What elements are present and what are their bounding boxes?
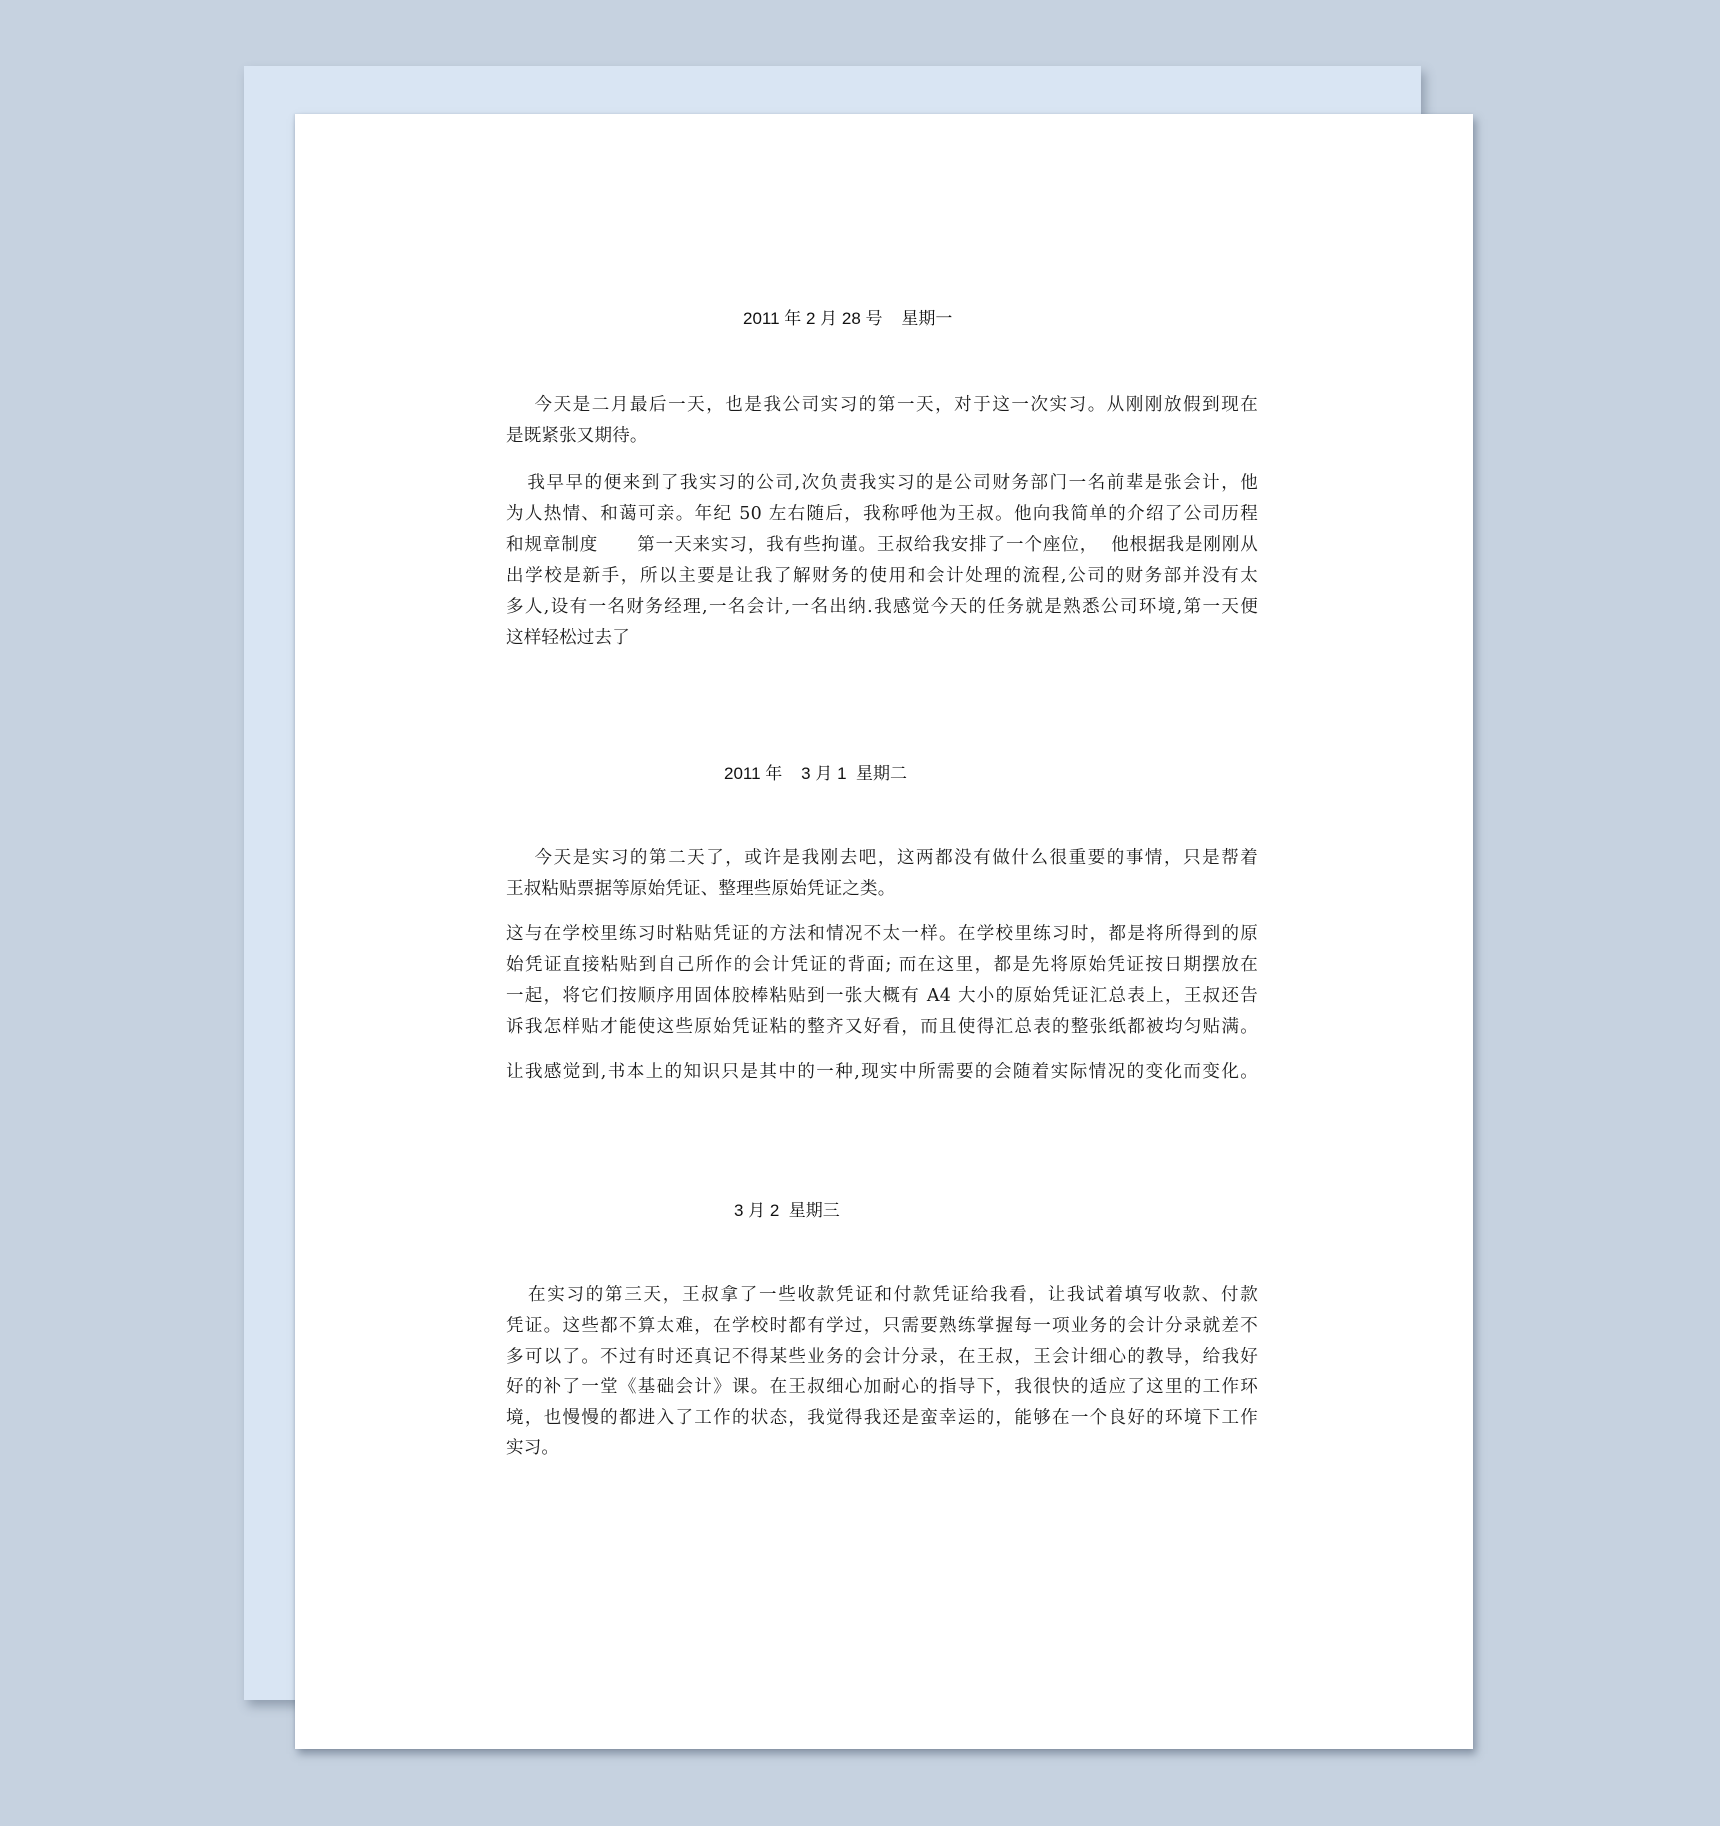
paragraph-line: 一起，将它们按顺序用固体胶棒粘贴到一张大概有 A4 大小的原始凭证汇总表上，王叔还告 bbox=[506, 986, 1258, 1006]
document-page bbox=[295, 114, 1473, 1749]
entry-date-heading: 2011 年 2 月 28 号 星期一 bbox=[743, 309, 953, 328]
paragraph-line: 是既紧张又期待。 bbox=[506, 426, 648, 446]
paragraph-line: 始凭证直接粘贴到自己所作的会计凭证的背面; 而在这里，都是先将原始凭证按日期摆放在 bbox=[506, 955, 1258, 975]
paragraph-line: 为人热情、和蔼可亲。年纪 50 左右随后，我称呼他为王叔。他向我简单的介绍了公司历程 bbox=[506, 504, 1258, 524]
paragraph-line: 好的补了一堂《基础会计》课。在王叔细心加耐心的指导下，我很快的适应了这里的工作环 bbox=[506, 1377, 1258, 1397]
paragraph-line: 出学校是新手，所以主要是让我了解财务的使用和会计处理的流程,公司的财务部并没有太 bbox=[506, 566, 1258, 586]
entry-date-heading: 2011 年 3 月 1 星期二 bbox=[724, 764, 907, 783]
paragraph-line: 这样轻松过去了 bbox=[506, 628, 630, 648]
paragraph-line: 境，也慢慢的都进入了工作的状态，我觉得我还是蛮幸运的，能够在一个良好的环境下工作 bbox=[506, 1408, 1258, 1428]
paragraph-line: 我早早的便来到了我实习的公司,次负责我实习的是公司财务部门一名前辈是张会计，他 bbox=[506, 473, 1258, 493]
paragraph-line: 今天是实习的第二天了，或许是我刚去吧，这两都没有做什么很重要的事情，只是帮着 bbox=[506, 848, 1258, 868]
paragraph-line: 多人,设有一名财务经理,一名会计,一名出纳.我感觉今天的任务就是熟悉公司环境,第一天便 bbox=[506, 597, 1258, 617]
paragraph-line: 多可以了。不过有时还真记不得某些业务的会计分录，在王叔，王会计细心的教导，给我好 bbox=[506, 1347, 1258, 1367]
paragraph-line: 凭证。这些都不算太难，在学校时都有学过，只需要熟练掌握每一项业务的会计分录就差不 bbox=[506, 1316, 1258, 1336]
paragraph-line: 王叔粘贴票据等原始凭证、整理些原始凭证之类。 bbox=[506, 879, 896, 899]
paragraph-line: 实习。 bbox=[506, 1438, 560, 1458]
entry-date-heading: 3 月 2 星期三 bbox=[734, 1201, 840, 1220]
paragraph-line: 和规章制度 第一天来实习，我有些拘谨。王叔给我安排了一个座位， 他根据我是刚刚从 bbox=[506, 535, 1258, 555]
paragraph-line: 这与在学校里练习时粘贴凭证的方法和情况不太一样。在学校里练习时，都是将所得到的原 bbox=[506, 924, 1258, 944]
paragraph-line: 在实习的第三天，王叔拿了一些收款凭证和付款凭证给我看，让我试着填写收款、付款 bbox=[506, 1285, 1258, 1305]
paragraph-line: 让我感觉到,书本上的知识只是其中的一种,现实中所需要的会随着实际情况的变化而变化。 bbox=[506, 1062, 1258, 1082]
paragraph-line: 今天是二月最后一天，也是我公司实习的第一天，对于这一次实习。从刚刚放假到现在 bbox=[506, 395, 1258, 415]
paragraph-line: 诉我怎样贴才能使这些原始凭证粘的整齐又好看，而且使得汇总表的整张纸都被均匀贴满。 bbox=[506, 1017, 1258, 1037]
